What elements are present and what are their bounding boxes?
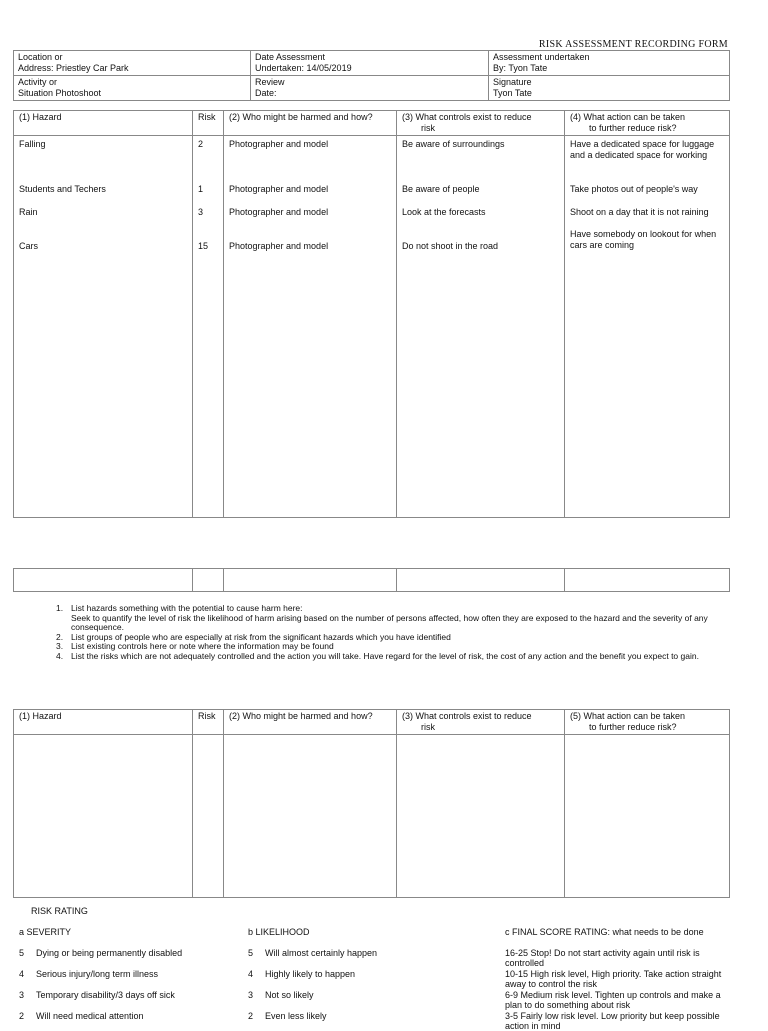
risk-header: Risk [193, 111, 224, 136]
controls-header: (3) What controls exist to reduce risk [397, 111, 565, 136]
final-score-item: 10-15 High risk level, High priority. Take action straight away to control the risk [505, 969, 722, 989]
severity-item: 4 Serious injury/long term illness [19, 969, 159, 979]
controls-column [397, 136, 565, 518]
assessor-value: By: Tyon Tate [493, 63, 548, 73]
likelihood-item: 5 Will almost certainly happen [248, 948, 378, 958]
assessment-info-table [13, 50, 730, 101]
activity-cell [14, 76, 251, 101]
controls-cell: Look at the forecasts [402, 207, 486, 217]
risk-column [193, 136, 224, 518]
hazard-table-2 [13, 709, 730, 898]
severity-title: a SEVERITY [19, 927, 72, 937]
location-cell [14, 51, 251, 76]
instruction-item: 4. List the risks which are not adequately controlled and the action you will take. Have regard for the level of risk, the cost of any action and the benefit you expect to gain. [56, 650, 699, 661]
final-score-title: c FINAL SCORE RATING: what needs to be done [505, 927, 704, 937]
hazard-cell: Rain [19, 207, 38, 217]
hazard-cell: Cars [19, 241, 39, 251]
action-header: (4) What action can be taken to further reduce risk? [565, 111, 730, 136]
controls-cell: Do not shoot in the road [402, 241, 499, 251]
action-cell: Shoot on a day that it is not raining [570, 207, 709, 217]
instruction-item: 1. List hazards something with the potential to cause harm here: Seek to quantify the level of risk the likelihood of harm arising based on the number of persons affected, how often they are exposed to the hazard and the severity of any consequence. [56, 603, 708, 632]
review-label: Review [255, 77, 285, 87]
risk-cell: 3 [198, 207, 204, 217]
who-cell: Photographer and model [229, 207, 329, 217]
hazard-column [14, 136, 193, 518]
hazard-table [13, 110, 730, 518]
instructions-list [56, 604, 736, 661]
who-header: (2) Who might be harmed and how? [224, 111, 397, 136]
risk-cell: 15 [198, 241, 209, 251]
blank-cell [397, 569, 565, 592]
empty-cell [14, 735, 193, 898]
likelihood-item: 3 Not so likely [248, 990, 314, 1000]
action-column [565, 136, 730, 518]
severity-item: 3 Temporary disability/3 days off sick [19, 990, 175, 1000]
risk-rating-title: RISK RATING [31, 906, 88, 916]
blank-row-table [13, 568, 730, 592]
final-score-item: 6-9 Medium risk level. Tighten up controls and make a plan to do something about risk [505, 990, 721, 1010]
action-header: (5) What action can be taken to further reduce risk? [565, 710, 730, 735]
empty-cell [565, 735, 730, 898]
assessment-undertaken-label: Assessment undertaken [493, 52, 590, 62]
blank-cell [14, 569, 193, 592]
action-cell: Have a dedicated space for luggage and a dedicated space for working [570, 139, 715, 160]
signature-value: Tyon Tate [493, 88, 532, 98]
controls-cell: Be aware of people [402, 184, 480, 194]
situation-value: Situation Photoshoot [18, 88, 102, 98]
likelihood-item: 2 Even less likely [248, 1011, 327, 1021]
action-cell: Take photos out of people's way [570, 184, 698, 194]
instruction-item: 2. List groups of people who are especially at risk from the significant hazards which you have identified [56, 631, 451, 642]
final-score-item: 3-5 Fairly low risk level. Low priority but keep possible action in mind [505, 1011, 720, 1031]
who-cell: Photographer and model [229, 184, 329, 194]
review-date: Date: [255, 88, 277, 98]
hazard-header: (1) Hazard [14, 111, 193, 136]
who-cell: Photographer and model [229, 139, 329, 149]
hazard-cell: Falling [19, 139, 46, 149]
date-assessment-label: Date Assessment [255, 52, 326, 62]
date-assessment-cell [251, 51, 489, 76]
severity-item: 2 Will need medical attention [19, 1011, 144, 1021]
location-label: Location or [18, 52, 63, 62]
blank-cell [193, 569, 224, 592]
who-header: (2) Who might be harmed and how? [224, 710, 397, 735]
hazard-cell: Students and Techers [19, 184, 106, 194]
blank-cell [224, 569, 397, 592]
likelihood-title: b LIKELIHOOD [248, 927, 310, 937]
form-title: RISK ASSESSMENT RECORDING FORM [538, 39, 728, 50]
empty-cell [224, 735, 397, 898]
instruction-item: 3. List existing controls here or note where the information may be found [56, 641, 334, 651]
risk-cell: 2 [198, 139, 204, 149]
review-cell [251, 76, 489, 101]
controls-header: (3) What controls exist to reduce risk [397, 710, 565, 735]
blank-cell [565, 569, 730, 592]
final-score-item: 16-25 Stop! Do not start activity again until risk is controlled [505, 948, 700, 968]
likelihood-item: 4 Highly likely to happen [248, 969, 356, 979]
action-cell: Have somebody on lookout for when cars are coming [570, 229, 717, 250]
severity-item: 5 Dying or being permanently disabled [19, 948, 183, 958]
signature-label: Signature [493, 77, 532, 87]
address-value: Address: Priestley Car Park [18, 63, 129, 73]
who-column [224, 136, 397, 518]
who-cell: Photographer and model [229, 241, 329, 251]
risk-header: Risk [193, 710, 224, 735]
activity-label: Activity or [18, 77, 58, 87]
risk-cell: 1 [198, 184, 204, 194]
signature-cell [489, 76, 730, 101]
hazard-header: (1) Hazard [14, 710, 193, 735]
assessor-cell [489, 51, 730, 76]
empty-cell [193, 735, 224, 898]
empty-cell [397, 735, 565, 898]
undertaken-value: Undertaken: 14/05/2019 [255, 63, 352, 73]
controls-cell: Be aware of surroundings [402, 139, 505, 149]
